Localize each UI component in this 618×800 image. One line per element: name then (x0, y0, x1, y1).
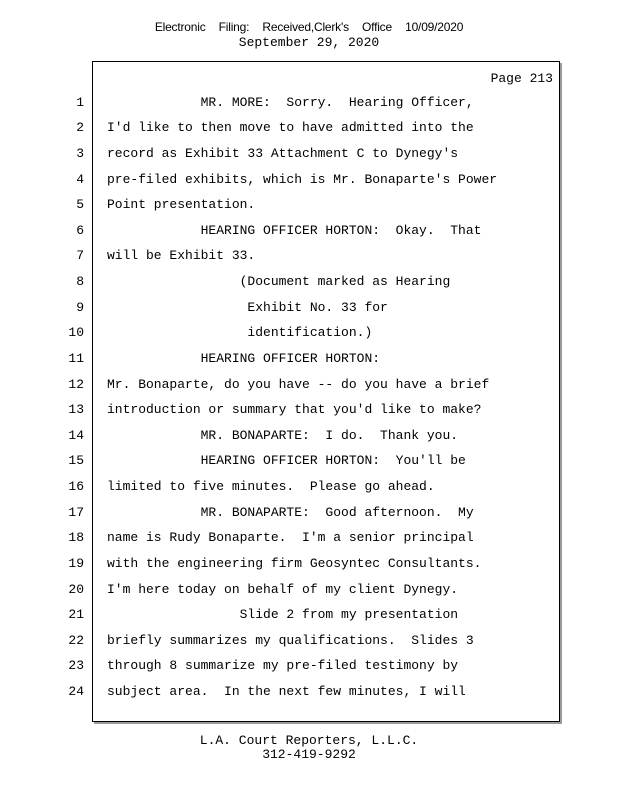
transcript-date: September 29, 2020 (238, 35, 380, 50)
reporter-phone: 312-419-9292 (262, 747, 356, 762)
line-text: I'd like to then move to have admitted into the (107, 120, 474, 135)
line-number: 9 (76, 300, 84, 315)
line-text: MR. BONAPARTE: I do. Thank you. (107, 428, 459, 443)
stamp-word: Received,Clerk's (262, 20, 349, 34)
line-text: limited to five minutes. Please go ahead. (107, 479, 435, 494)
line-text: Point presentation. (107, 197, 256, 212)
reporter-company: L.A. Court Reporters, L.L.C. (199, 733, 419, 748)
page-number: Page 213 (490, 71, 553, 86)
line-text: pre-filed exhibits, which is Mr. Bonaparte's Power (107, 172, 498, 187)
line-number: 17 (68, 505, 84, 520)
line-text: HEARING OFFICER HORTON: Okay. That (107, 223, 482, 238)
line-number: 24 (68, 684, 84, 699)
line-number: 12 (68, 377, 84, 392)
line-text: introduction or summary that you'd like to make? (107, 402, 482, 417)
line-text: MR. MORE: Sorry. Hearing Officer, (107, 95, 474, 110)
stamp-word: 10/09/2020 (405, 20, 464, 34)
line-text: HEARING OFFICER HORTON: (107, 351, 381, 366)
line-number: 7 (76, 248, 84, 263)
line-number: 6 (76, 223, 84, 238)
line-number: 14 (68, 428, 84, 443)
line-text: Mr. Bonaparte, do you have -- do you have a brief (107, 377, 490, 392)
line-number: 2 (76, 120, 84, 135)
line-text: MR. BONAPARTE: Good afternoon. My (107, 505, 474, 520)
line-number: 11 (68, 351, 84, 366)
stamp-word: Filing: (218, 20, 250, 34)
line-number: 8 (76, 274, 84, 289)
line-number: 5 (76, 197, 84, 212)
line-number: 19 (68, 556, 84, 571)
line-number: 15 (68, 453, 84, 468)
line-text: (Document marked as Hearing (107, 274, 451, 289)
line-text: subject area. In the next few minutes, I will (107, 684, 466, 699)
line-text: HEARING OFFICER HORTON: You'll be (107, 453, 466, 468)
line-number: 10 (68, 325, 84, 340)
line-number: 4 (76, 172, 84, 187)
line-text: through 8 summarize my pre-filed testimony by (107, 658, 459, 673)
line-text: identification.) (107, 325, 373, 340)
line-text: name is Rudy Bonaparte. I'm a senior principal (107, 530, 474, 545)
filing-stamp (0, 20, 618, 34)
stamp-word: Office (362, 20, 392, 34)
line-number: 3 (76, 146, 84, 161)
line-number: 23 (68, 658, 84, 673)
line-text: record as Exhibit 33 Attachment C to Dynegy's (107, 146, 459, 161)
line-number: 18 (68, 530, 84, 545)
line-text: Exhibit No. 33 for (107, 300, 388, 315)
stamp-word: Electronic (154, 20, 206, 34)
line-text: will be Exhibit 33. (107, 248, 256, 263)
line-text: Slide 2 from my presentation (107, 607, 459, 622)
line-number: 16 (68, 479, 84, 494)
line-number: 13 (68, 402, 84, 417)
line-number: 20 (68, 582, 84, 597)
line-text: with the engineering firm Geosyntec Consultants. (107, 556, 482, 571)
line-number: 1 (76, 95, 84, 110)
line-number: 22 (68, 633, 84, 648)
line-number: 21 (68, 607, 84, 622)
line-text: briefly summarizes my qualifications. Slides 3 (107, 633, 474, 648)
line-text: I'm here today on behalf of my client Dynegy. (107, 582, 459, 597)
